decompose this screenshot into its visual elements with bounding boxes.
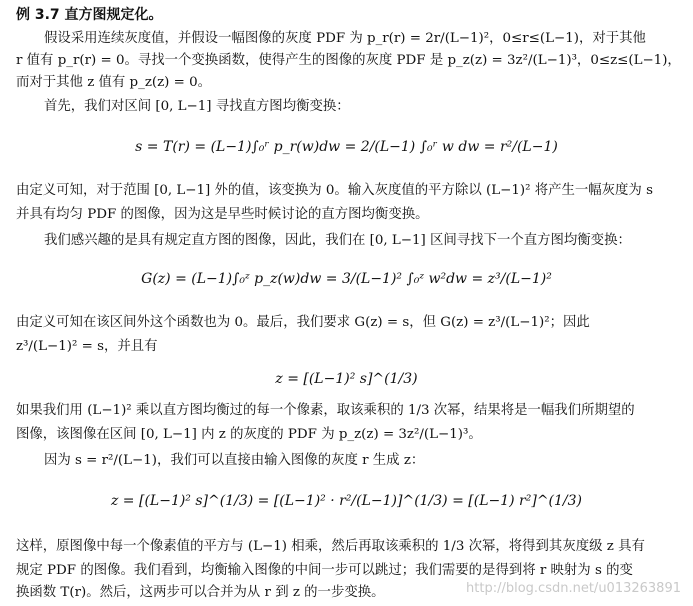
paragraph-line-3: 而对于其他 z 值有 p_z(z) = 0。 [16,75,212,90]
paragraph-line-10: 如果我们用 (L−1)² 乘以直方图均衡过的每一个像素，取该乘积的 1/3 次幂，结果将是一幅我们所期望的 [16,403,635,418]
equation-2: G(z) = (L−1)∫₀ᶻ p_z(w)dw = 3/(L−1)² ∫₀ᶻ w²dw = z³/(L−1)² [141,271,552,287]
paragraph-line-14: 规定 PDF 的图像。我们看到，均衡输入图像的中间一步可以跳过；我们需要的是得到将 r 映射为 s 的变 [16,563,633,578]
paragraph-line-15: 换函数 T(r)。然后，这两步可以合并为从 r 到 z 的一步变换。 [16,585,385,600]
paragraph-line-2: r 值有 p_r(r) = 0。寻找一个变换函数，使得产生的图像的灰度 PDF 是 p_z(z) = 3z²/(L−1)³，0≤z≤(L−1)， [16,53,681,68]
paragraph-line-6: 并具有均匀 PDF 的图像，因为这是早些时候讨论的直方图均衡变换。 [16,207,429,222]
watermark-text: http://blog.csdn.net/u013263891 [466,581,681,596]
equation-3: z = [(L−1)² s]^(1/3) [275,371,418,387]
paragraph-line-4: 首先，我们对区间 [0, L−1] 寻找直方图均衡变换： [44,99,350,114]
paragraph-line-12: 因为 s = r²/(L−1)，我们可以直接由输入图像的灰度 r 生成 z： [44,453,425,468]
paragraph-line-5: 由定义可知，对于范围 [0, L−1] 外的值，该变换为 0。输入灰度值的平方除以 (L−1)² 将产生一幅灰度为 s [16,183,653,198]
paragraph-line-8: 由定义可知在该区间外这个函数也为 0。最后，我们要求 G(z) = s，但 G(z) = z³/(L−1)²；因此 [16,315,590,330]
paragraph-line-11: 图像，该图像在区间 [0, L−1] 内 z 的灰度的 PDF 为 p_z(z) = 3z²/(L−1)³。 [16,427,482,442]
paragraph-line-13: 这样，原图像中每一个像素值的平方与 (L−1) 相乘，然后再取该乘积的 1/3 次幂，将得到其灰度级 z 具有 [16,539,645,554]
example-title: 例 3.7 直方图规定化。 [16,7,163,23]
paragraph-line-1: 假设采用连续灰度值，并假设一幅图像的灰度 PDF 为 p_r(r) = 2r/(L−1)²，0≤r≤(L−1)，对于其他 [44,31,646,46]
equation-4: z = [(L−1)² s]^(1/3) = [(L−1)² · r²/(L−1)]^(1/3) = [(L−1) r²]^(1/3) [110,493,583,509]
paragraph-line-9: z³/(L−1)² = s，并且有 [16,339,158,354]
equation-1: s = T(r) = (L−1)∫₀ʳ p_r(w)dw = 2/(L−1) ∫₀ʳ w dw = r²/(L−1) [135,139,558,155]
paragraph-line-7: 我们感兴趣的是具有规定直方图的图像，因此，我们在 [0, L−1] 区间寻找下一个直方图均衡变换： [44,233,631,248]
